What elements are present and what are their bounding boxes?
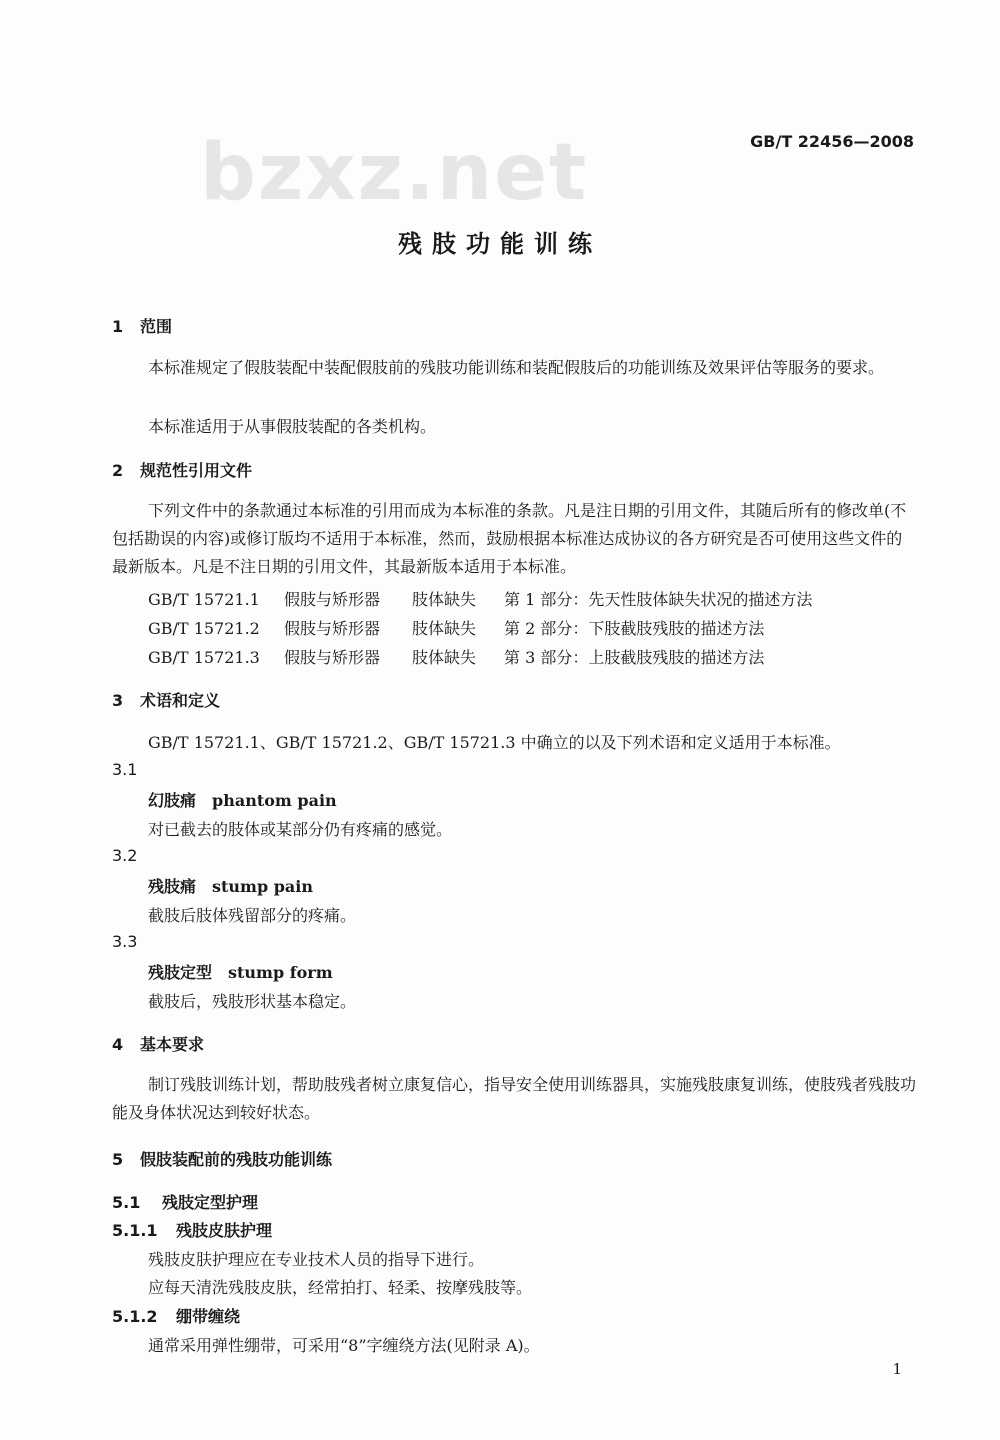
term-definition: 截肢后肢体残留部分的疼痛。 [148, 906, 357, 925]
section-number: 3 [112, 691, 124, 710]
term-title [148, 960, 333, 983]
standard-code: GB/T 22456—2008 [750, 132, 914, 151]
reference-part: 假肢与矫形器 [284, 648, 381, 667]
reference-code: GB/T 15721.2 [148, 619, 260, 638]
reference-part: 肢体缺失 [412, 648, 477, 667]
term-zh: 幻肢痛 [148, 791, 197, 810]
paragraph: 残肢皮肤护理应在专业技术人员的指导下进行。 [148, 1250, 485, 1269]
section-title: 基本要求 [140, 1035, 205, 1054]
section-number: 5 [112, 1150, 124, 1169]
term-en: stump pain [212, 877, 313, 896]
term-zh: 残肢痛 [148, 877, 197, 896]
paragraph-text: 制订残肢训练计划，帮助肢残者树立康复信心，指导安全使用训练器具，实施残肢康复训练，使肢残者残肢功能及身体状况达到较好状态。 [112, 1075, 917, 1122]
term-title [148, 874, 313, 897]
section-title: 绷带缠绕 [176, 1307, 241, 1326]
reference-code: GB/T 15721.1 [148, 590, 260, 609]
term-en: stump form [228, 963, 333, 982]
reference-part: 第 2 部分：下肢截肢残肢的描述方法 [504, 619, 765, 638]
section-heading-4 [112, 1032, 204, 1055]
section-title: 残肢皮肤护理 [176, 1221, 273, 1240]
reference-part: 第 1 部分：先天性肢体缺失状况的描述方法 [504, 590, 813, 609]
term-number: 3.3 [112, 932, 138, 951]
paragraph-text: 下列文件中的条款通过本标准的引用而成为本标准的条款。凡是注日期的引用文件，其随后所有的修改单(不包括勘误的内容)或修订版均不适用于本标准，然而，鼓励根据本标准达成协议的各方研究是否可使用这些文件的最新版本。凡是不注日期的引用文件，其最新版本适用于本标准。 [112, 501, 907, 576]
section-heading-2 [112, 458, 252, 481]
reference-code: GB/T 15721.3 [148, 648, 260, 667]
subsection-heading-5-1-1 [112, 1218, 272, 1241]
reference-part: 假肢与矫形器 [284, 619, 381, 638]
paragraph: GB/T 15721.1、GB/T 15721.2、GB/T 15721.3 中确立的以及下列术语和定义适用于本标准。 [148, 733, 841, 752]
reference-row [148, 616, 764, 639]
reference-part: 肢体缺失 [412, 590, 477, 609]
subsection-heading-5-1 [112, 1190, 258, 1213]
reference-part: 假肢与矫形器 [284, 590, 381, 609]
paragraph [112, 354, 916, 382]
reference-row [148, 645, 764, 668]
term-number: 3.2 [112, 846, 138, 865]
term-zh: 残肢定型 [148, 963, 213, 982]
paragraph: 应每天清洗残肢皮肤，经常拍打、轻柔、按摩残肢等。 [148, 1278, 533, 1297]
term-en: phantom pain [212, 791, 337, 810]
paragraph [112, 497, 916, 581]
subsection-heading-5-1-2 [112, 1304, 240, 1327]
section-number: 5.1 [112, 1193, 141, 1212]
reference-row [148, 587, 812, 610]
section-heading-5 [112, 1147, 332, 1170]
paragraph: 本标准适用于从事假肢装配的各类机构。 [148, 417, 437, 436]
section-number: 4 [112, 1035, 124, 1054]
paragraph-text: 本标准规定了假肢装配中装配假肢前的残肢功能训练和装配假肢后的功能训练及效果评估等服务的要求。 [148, 358, 885, 377]
section-number: 2 [112, 461, 124, 480]
section-heading-1 [112, 314, 172, 337]
paragraph: 通常采用弹性绷带，可采用“8”字缠绕方法(见附录 A)。 [148, 1336, 540, 1355]
section-title: 范围 [140, 317, 173, 336]
section-number: 5.1.2 [112, 1307, 158, 1326]
section-title: 假肢装配前的残肢功能训练 [140, 1150, 333, 1169]
page-title: 残肢功能训练 [398, 230, 602, 258]
section-title: 残肢定型护理 [162, 1193, 259, 1212]
reference-part: 肢体缺失 [412, 619, 477, 638]
section-title: 规范性引用文件 [140, 461, 253, 480]
section-number: 1 [112, 317, 124, 336]
watermark: bzxz.net [200, 128, 589, 218]
section-number: 5.1.1 [112, 1221, 158, 1240]
reference-part: 第 3 部分：上肢截肢残肢的描述方法 [504, 648, 765, 667]
page-number: 1 [892, 1360, 902, 1378]
section-title: 术语和定义 [140, 691, 221, 710]
paragraph [112, 1071, 916, 1127]
term-number: 3.1 [112, 760, 138, 779]
term-definition: 对已截去的肢体或某部分仍有疼痛的感觉。 [148, 820, 453, 839]
section-heading-3 [112, 688, 220, 711]
term-title [148, 788, 337, 811]
term-definition: 截肢后，残肢形状基本稳定。 [148, 992, 357, 1011]
